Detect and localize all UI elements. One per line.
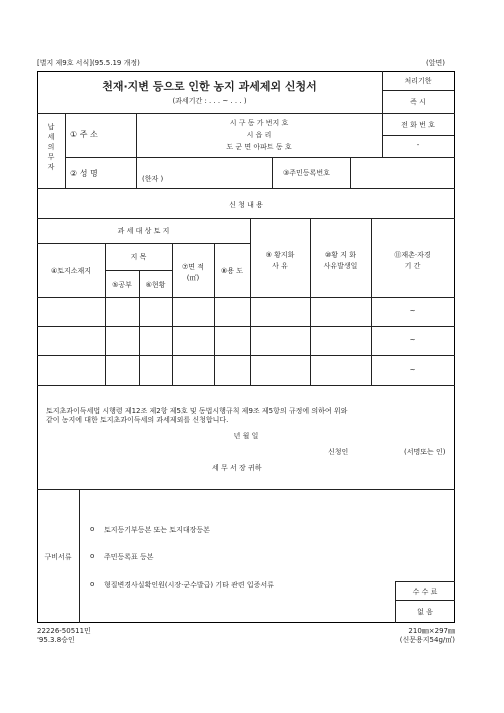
list-item: 주민등록표 등본	[104, 553, 154, 561]
form-code: 22226-50511민	[37, 627, 91, 635]
declaration-line2: 같이 농지에 대한 토지초과이득세의 과세제외를 신청합니다.	[46, 416, 229, 424]
address-line2: 시 읍 리	[246, 131, 272, 139]
location-header: ④토지소재지	[50, 267, 92, 275]
land-header: 과 세 대 상 토 지	[117, 227, 170, 235]
signature-note: (서명또는 인)	[404, 448, 446, 456]
processing-label: 처리기한	[404, 77, 432, 85]
form-title: 천재·지변 등으로 인한 농지 과세제외 신청서	[102, 80, 317, 93]
approval-date: '95.3.8승인	[37, 636, 75, 644]
taxpayer-section-label: 납 세 의 무 자	[47, 123, 55, 171]
list-item: 토지등기부등본 또는 토지대장등본	[104, 526, 210, 534]
rrn-label: ③주민등록번호	[283, 169, 330, 177]
fee-value: 없 음	[417, 608, 433, 616]
bullet-icon: o	[90, 525, 95, 533]
use-header: ⑧용 도	[220, 267, 244, 275]
tax-period: (과세기간 : . . . ~ . . . )	[172, 97, 247, 105]
phone-label: 전 화 번 호	[401, 121, 435, 129]
bullet-icon: o	[90, 580, 95, 588]
ledger-header: ⑤공부	[112, 281, 132, 289]
address-line3: 도 군 면 아파트 동 호	[226, 143, 292, 151]
paper-type: (신문용지54g/㎡)	[399, 636, 455, 644]
side-label: (앞면)	[426, 59, 445, 67]
table-row: ~	[409, 336, 416, 344]
bullet-icon: o	[90, 552, 95, 560]
paper-size: 210㎜×297㎜	[408, 627, 455, 635]
date-header: ⑩황 지 화 사유발생일	[323, 251, 358, 270]
hanja-label: (한자 )	[142, 175, 164, 183]
applicant-sign-label: 신청인	[328, 448, 349, 456]
address-label: ① 주 소	[70, 130, 98, 139]
request-header: 신 청 내 용	[229, 201, 263, 209]
processing-value: 즉 시	[410, 98, 426, 106]
form-number: [별지 제9호 서식](95.5.19 개정)	[37, 59, 140, 67]
name-label: ② 성 명	[70, 169, 98, 178]
phone-value: -	[416, 141, 420, 149]
area-unit: (㎡)	[186, 274, 200, 282]
table-row: ~	[409, 307, 416, 315]
recipient: 세 무 서 장 귀하	[212, 464, 262, 472]
jimok-header: 지 목	[130, 253, 147, 261]
period-header: ⑪재촌·자경 기 간	[394, 251, 431, 270]
fee-label: 수 수 료	[412, 588, 438, 596]
reason-header: ⑨ 황지화 사 유	[265, 251, 295, 270]
declaration-date: 년 월 일	[233, 432, 259, 440]
address-line1: 시 구 동 가 번지 호	[229, 119, 289, 127]
list-item: 형질변경사실확인원(시장·군수발급) 기타 관련 입증서류	[104, 581, 274, 589]
declaration-line1: 토지초과이득세법 시행령 제12조 제2항 제5호 및 동법시행규칙 제9조 제5항의 규정에 의하여 위와	[46, 407, 348, 415]
current-header: ⑥현황	[145, 281, 166, 289]
documents-label: 구비서류	[44, 553, 72, 561]
table-row: ~	[409, 366, 416, 374]
area-header: ⑦면 적	[181, 263, 205, 271]
